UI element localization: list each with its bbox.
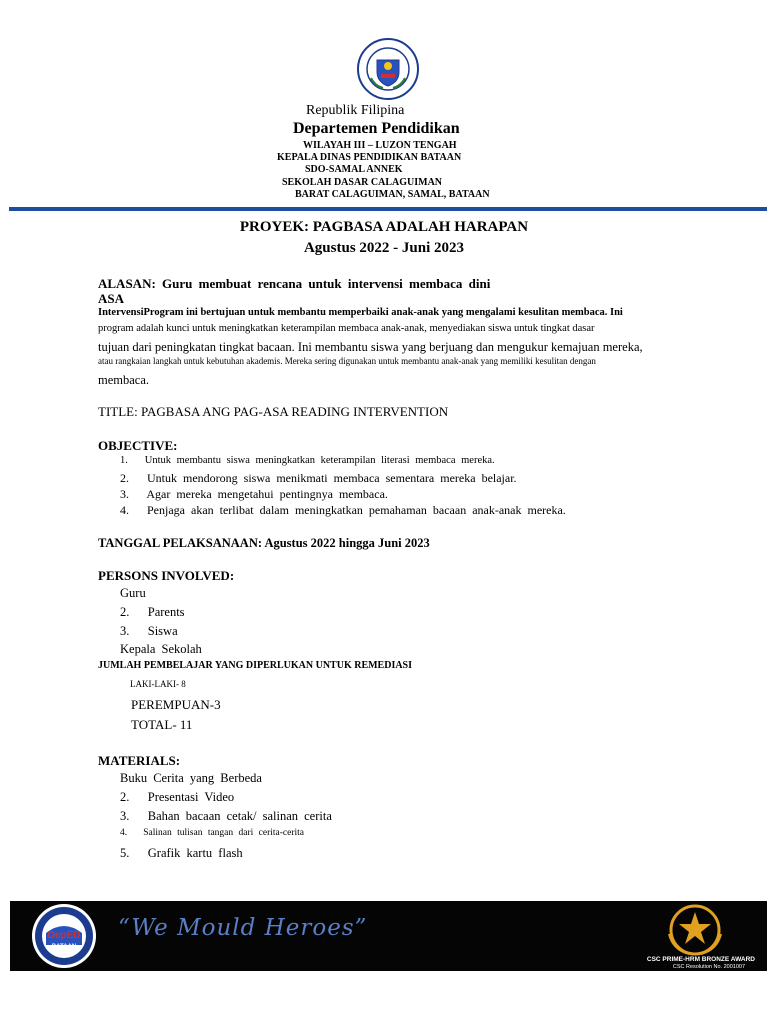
person-item-num: 3. bbox=[120, 624, 130, 638]
person-item bbox=[120, 586, 146, 601]
rationale-line-1: IntervensiProgram ini bertujuan untuk membantu memperbaiki anak-anak yang mengalami kesulitan membaca. Ini bbox=[98, 307, 623, 318]
material-item-text: Bahan bacaan cetak/ salinan cerita bbox=[147, 809, 332, 823]
material-item-num: 3. bbox=[120, 809, 130, 823]
award-title: CSC PRIME-HRM BRONZE AWARD bbox=[646, 956, 755, 963]
learners-heading: JUMLAH PEMBELAJAR YANG DIPERLUKAN UNTUK REMEDIASI bbox=[98, 660, 413, 671]
objective-item-text: Untuk membantu siswa meningkatkan keterampilan literasi membaca mereka. bbox=[144, 455, 495, 466]
objective-item bbox=[120, 487, 388, 502]
deped-bataan-logo-icon bbox=[20, 903, 108, 969]
material-item-text: Grafik kartu flash bbox=[147, 846, 243, 860]
award-resolution: CSC Resolution No. 2001007 bbox=[672, 964, 745, 970]
person-item-text: Kepala Sekolah bbox=[120, 642, 202, 656]
objective-item-num: 4. bbox=[120, 503, 129, 517]
bataan-logo-text: BATAAN bbox=[51, 944, 77, 950]
footer-banner bbox=[10, 901, 767, 971]
learners-total: TOTAL- 11 bbox=[131, 717, 193, 732]
objective-item-text: Untuk mendorong siswa menikmati membaca sementara mereka belajar. bbox=[147, 471, 517, 485]
person-item-text: Siswa bbox=[147, 624, 178, 638]
person-item-num: 2. bbox=[120, 605, 130, 619]
header-republic: Republik Filipina bbox=[306, 103, 405, 118]
objective-item-num: 3. bbox=[120, 487, 129, 501]
objective-item bbox=[120, 455, 495, 466]
person-item bbox=[120, 605, 185, 620]
objective-item bbox=[120, 471, 517, 486]
deped-logo-text: DepED bbox=[47, 930, 81, 941]
header-school: SEKOLAH DASAR CALAGUIMAN bbox=[282, 177, 443, 188]
header-annex: SDO-SAMAL ANNEK bbox=[305, 164, 403, 175]
material-item bbox=[120, 771, 262, 786]
material-item-num: 5. bbox=[120, 846, 130, 860]
header-division-head: KEPALA DINAS PENDIDIKAN BATAAN bbox=[277, 152, 462, 163]
header-divider bbox=[9, 207, 767, 211]
persons-heading: PERSONS INVOLVED: bbox=[98, 568, 235, 583]
header-region: WILAYAH III – LUZON TENGAH bbox=[303, 140, 457, 151]
rationale-line-5: membaca. bbox=[98, 373, 150, 387]
objective-item-text: Penjaga akan terlibat dalam meningkatkan pemahaman bacaan anak-anak mereka. bbox=[147, 503, 566, 517]
deped-seal-icon bbox=[357, 38, 419, 100]
footer-slogan: “We Mould Heroes” bbox=[118, 915, 368, 941]
header-address: BARAT CALAGUIMAN, SAMAL, BATAAN bbox=[295, 189, 490, 200]
person-item bbox=[120, 624, 178, 639]
project-period: Agustus 2022 - Juni 2023 bbox=[303, 240, 465, 256]
objective-heading: OBJECTIVE: bbox=[98, 438, 178, 453]
material-item bbox=[120, 828, 304, 838]
header-department: Departemen Pendidikan bbox=[293, 120, 460, 137]
implementation-date: TANGGAL PELAKSANAAN: Agustus 2022 hingga Juni 2023 bbox=[98, 536, 430, 550]
learners-girls: PEREMPUAN-3 bbox=[131, 697, 221, 712]
rationale-line-3: tujuan dari peningkatan tingkat bacaan. Ini membantu siswa yang berjuang dan mengukur kemajuan mereka, bbox=[98, 340, 643, 354]
objective-item-num: 2. bbox=[120, 471, 129, 485]
rationale-line-2: program adalah kunci untuk meningkatkan keterampilan membaca anak-anak, menyediakan siswa untuk tingkat dasar bbox=[98, 323, 595, 334]
material-item bbox=[120, 846, 243, 861]
objective-item bbox=[120, 503, 566, 518]
material-item bbox=[120, 809, 332, 824]
rationale-heading-cont: ASA bbox=[98, 291, 125, 306]
person-item-text: Guru bbox=[120, 586, 146, 600]
award-emblem-icon bbox=[663, 904, 727, 956]
materials-heading: MATERIALS: bbox=[98, 753, 181, 768]
material-item-text: Presentasi Video bbox=[147, 790, 235, 804]
rationale-line-4: atau rangkaian langkah untuk kebutuhan akademis. Mereka sering digunakan untuk membantu anak-anak yang memiliki kesulitan dengan bbox=[98, 356, 596, 366]
rationale-heading: ALASAN: Guru membuat rencana untuk intervensi membaca dini bbox=[98, 276, 491, 291]
intervention-title: TITLE: PAGBASA ANG PAG-ASA READING INTERVENTION bbox=[98, 404, 449, 419]
person-item-text: Parents bbox=[147, 605, 185, 619]
material-item-num: 2. bbox=[120, 790, 130, 804]
person-item bbox=[120, 642, 202, 657]
objective-item-num: 1. bbox=[120, 455, 128, 466]
material-item-text: Salinan tulisan tangan dari cerita-cerita bbox=[143, 828, 305, 838]
material-item-text: Buku Cerita yang Berbeda bbox=[120, 771, 262, 785]
material-item-num: 4. bbox=[120, 828, 128, 838]
project-title: PROYEK: PAGBASA ADALAH HARAPAN bbox=[239, 219, 529, 235]
material-item bbox=[120, 790, 234, 805]
learners-boys: LAKI-LAKI- 8 bbox=[130, 679, 186, 689]
objective-item-text: Agar mereka mengetahui pentingnya membaca. bbox=[146, 487, 388, 501]
